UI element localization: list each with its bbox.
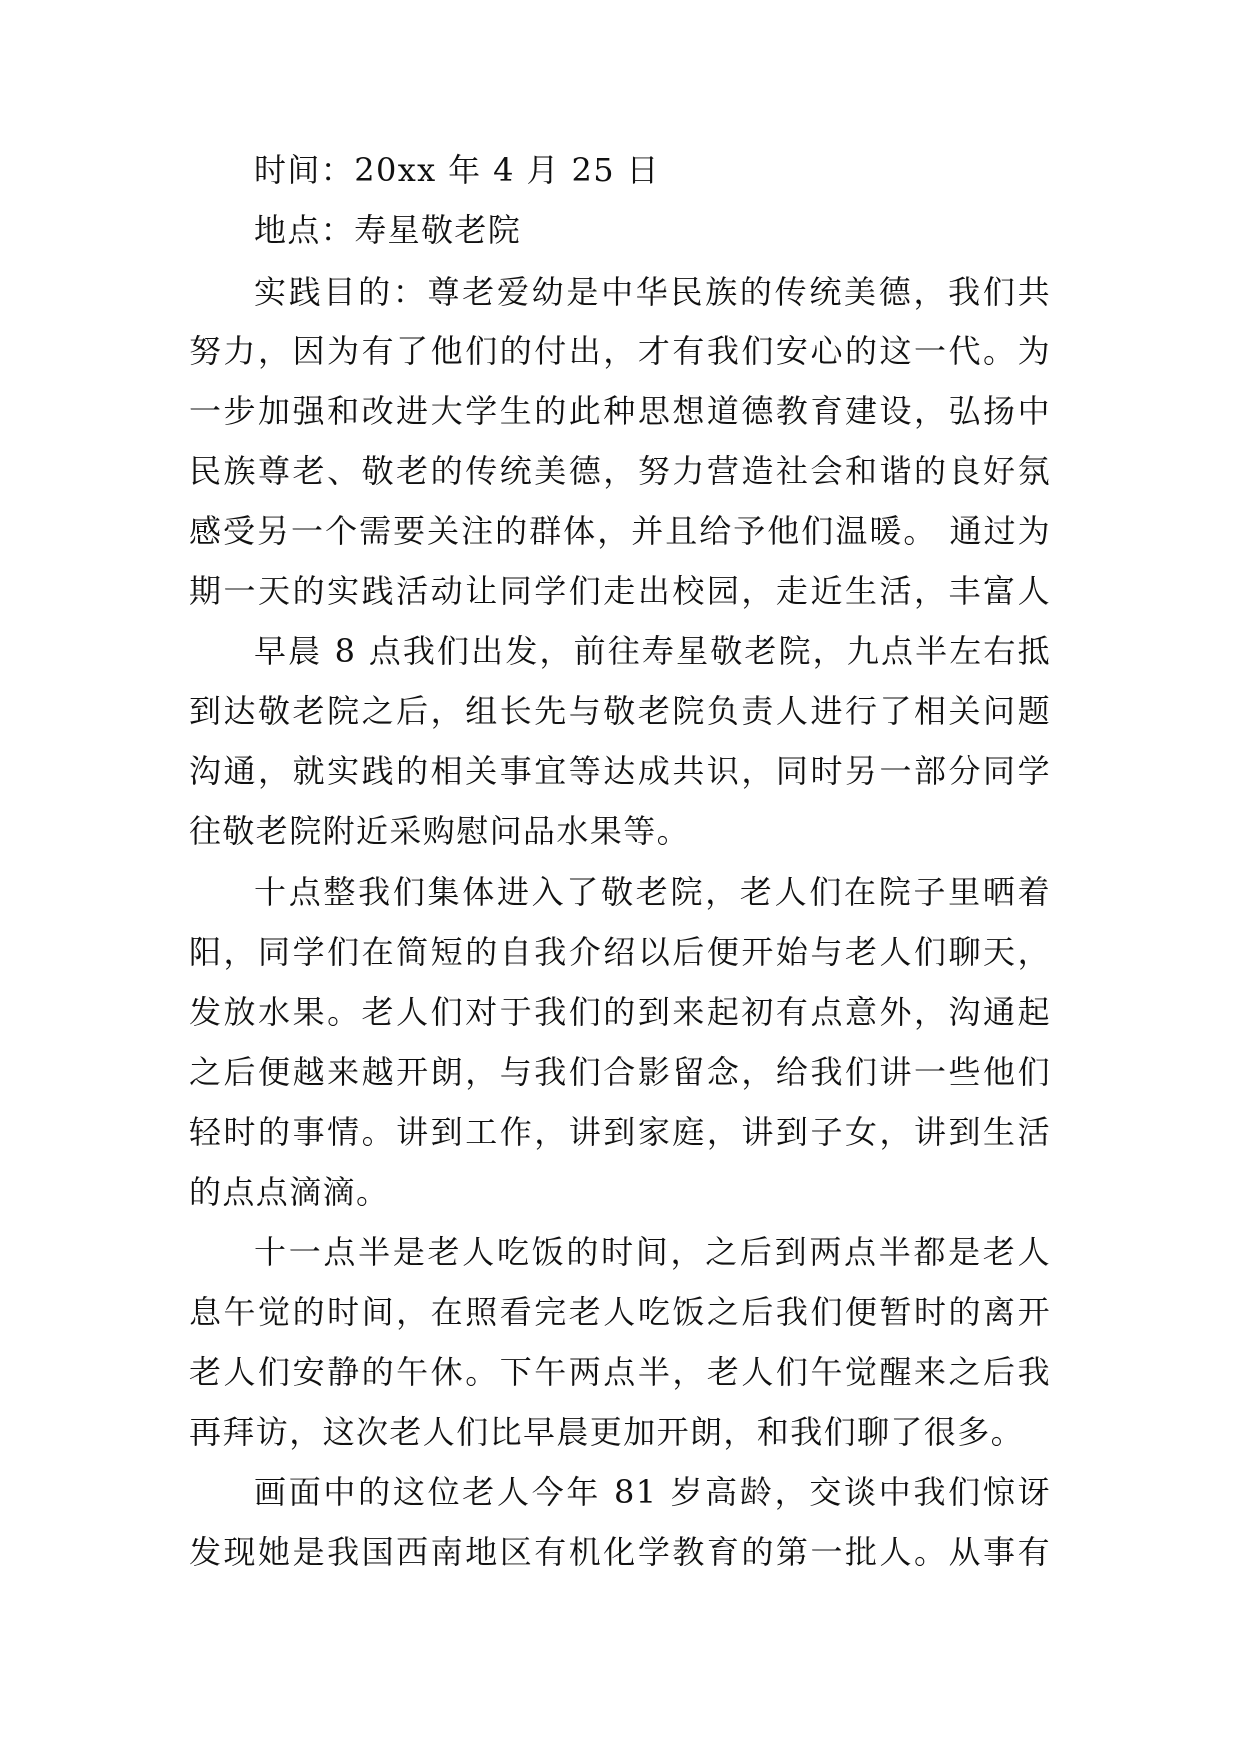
paragraph-line: 十一点半是老人吃饭的时间，之后到两点半都是老人 bbox=[254, 1233, 1051, 1271]
paragraph-line: 感受另一个需要关注的群体，并且给予他们温暖。 通过为 bbox=[189, 512, 1051, 550]
paragraph-line: 之后便越来越开朗，与我们合影留念，给我们讲一些他们 bbox=[189, 1053, 1051, 1091]
paragraph-line: 画面中的这位老人今年 81 岁高龄，交谈中我们惊讶 bbox=[254, 1473, 1051, 1511]
paragraph-line: 老人们安静的午休。下午两点半，老人们午觉醒来之后我 bbox=[189, 1353, 1051, 1391]
paragraph-line: 到达敬老院之后，组长先与敬老院负责人进行了相关问题 bbox=[189, 692, 1051, 730]
paragraph-line: 发现她是我国西南地区有机化学教育的第一批人。从事有 bbox=[189, 1533, 1051, 1571]
paragraph-line: 往敬老院附近采购慰问品水果等。 bbox=[189, 812, 691, 850]
paragraph-line: 努力，因为有了他们的付出，才有我们安心的这一代。为 bbox=[189, 332, 1051, 370]
paragraph-line: 的点点滴滴。 bbox=[189, 1173, 390, 1211]
paragraph-line: 发放水果。老人们对于我们的到来起初有点意外，沟通起 bbox=[189, 993, 1051, 1031]
paragraph-line: 沟通，就实践的相关事宜等达成共识，同时另一部分同学 bbox=[189, 752, 1051, 790]
paragraph-line: 阳，同学们在简短的自我介绍以后便开始与老人们聊天， bbox=[189, 933, 1051, 971]
paragraph-line: 实践目的：尊老爱幼是中华民族的传统美德，我们共 bbox=[254, 273, 1051, 311]
location-line: 地点：寿星敬老院 bbox=[254, 211, 522, 249]
paragraph-line: 再拜访，这次老人们比早晨更加开朗，和我们聊了很多。 bbox=[189, 1413, 1025, 1451]
paragraph-line: 十点整我们集体进入了敬老院，老人们在院子里晒着 bbox=[254, 873, 1051, 911]
paragraph-line: 一步加强和改进大学生的此种思想道德教育建设，弘扬中 bbox=[189, 392, 1051, 430]
paragraph-line: 民族尊老、敬老的传统美德，努力营造社会和谐的良好氛 bbox=[189, 452, 1051, 490]
paragraph-line: 早晨 8 点我们出发，前往寿星敬老院，九点半左右抵 bbox=[254, 632, 1051, 670]
time-line: 时间：20xx 年 4 月 25 日 bbox=[254, 151, 660, 189]
paragraph-line: 轻时的事情。讲到工作，讲到家庭，讲到子女，讲到生活 bbox=[189, 1113, 1051, 1151]
paragraph-line: 期一天的实践活动让同学们走出校园，走近生活，丰富人 bbox=[189, 572, 1051, 610]
paragraph-line: 息午觉的时间，在照看完老人吃饭之后我们便暂时的离开 bbox=[189, 1293, 1051, 1331]
